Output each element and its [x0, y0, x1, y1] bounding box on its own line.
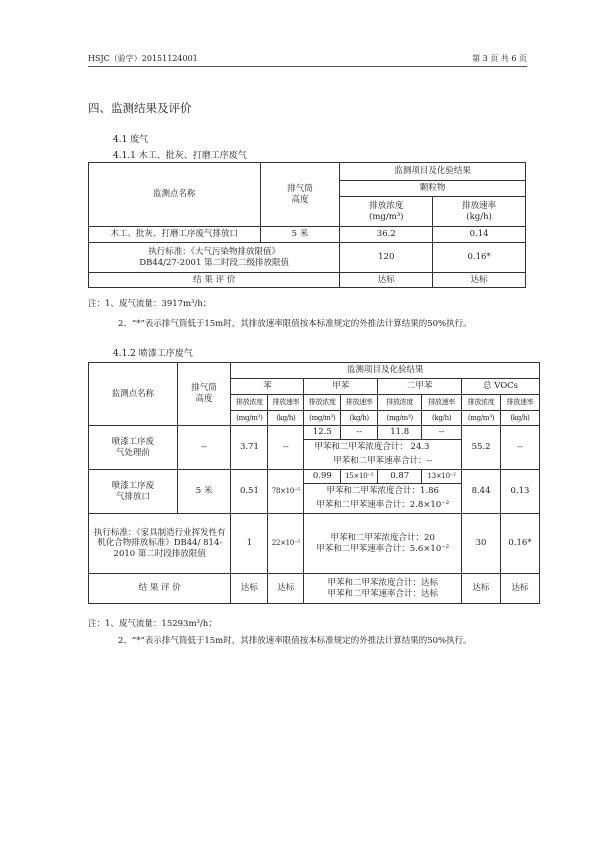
col-header-particulate: 颗粒物: [340, 181, 526, 197]
table-sanding-exhaust: [88, 162, 526, 288]
cell-sum-rate: 甲苯和二甲苯速率合计：2.8×10⁻²: [304, 499, 462, 514]
cell-toluene-conc: 12.5: [304, 426, 341, 440]
col-header-toluene: 甲苯: [304, 379, 378, 395]
doc-id: HSJC（验字）20151124001: [88, 54, 198, 63]
cell-benzene-rate: 78×10⁻⁵: [268, 470, 304, 514]
cell-benzene-conc: 0.51: [231, 470, 268, 514]
section-title: 四、监测结果及评价: [88, 101, 192, 115]
cell-height: 5 米: [260, 227, 340, 243]
cell-rate: 达标: [433, 273, 526, 288]
cell-height: --: [177, 426, 231, 470]
col-header-point: 监测点名称: [89, 363, 178, 426]
col-header-items: 监测项目及化验结果: [340, 163, 526, 181]
cell-conc: 120: [340, 243, 433, 273]
cell-vocs-rate: --: [501, 426, 540, 470]
col-header-conc: 排放浓度: [231, 395, 268, 411]
cell-point: 喷漆工序废 气排放口: [89, 470, 178, 514]
unit-conc: (mg/m³): [378, 411, 422, 426]
cell-vocs-rate: 0.13: [501, 470, 540, 514]
cell-xylene-conc: 11.8: [378, 426, 422, 440]
table-row: [89, 243, 526, 273]
header-divider: [88, 66, 527, 67]
cell-rate: 0.14: [433, 227, 526, 243]
sum-conc: 甲苯和二甲苯浓度合计：达标: [327, 577, 438, 588]
col-header-height: 排气筒 高度: [260, 163, 340, 227]
cell-standard: 执行标准：《家具制造行业挥发性有机化合物排放标准》DB44/ 814-2010 第二时段排放限值: [89, 514, 231, 574]
conc-label: 排放浓度: [369, 200, 404, 211]
cell-standard: [89, 243, 340, 273]
page-number: 第 3 页 共 6 页: [472, 54, 527, 63]
col-header-conc: 排放浓度: [304, 395, 341, 411]
rate-label: 排放速率: [462, 200, 497, 211]
col-header-rate: 排放速率: [501, 395, 540, 411]
note-star: 2、“*”表示排气筒低于15m时，其排放速率限值按本标准规定的外推法计算结果的50%执行。: [118, 636, 472, 646]
col-header-conc: [340, 197, 433, 227]
col-header-rate: [433, 197, 526, 227]
col-header-xylene: 二甲苯: [378, 379, 462, 395]
cell-sum-conc: 甲苯和二甲苯浓度合计： 24.3: [304, 440, 462, 455]
cell-vocs-rate: 0.16*: [501, 514, 540, 574]
cell-point: 喷漆工序废 气处理前: [89, 426, 178, 470]
col-header-conc: 排放浓度: [378, 395, 422, 411]
sum-rate: 甲苯和二甲苯速率合计：达标: [327, 588, 438, 599]
sum-conc: 甲苯和二甲苯浓度合计：20: [330, 532, 435, 543]
cell-sum: [304, 574, 462, 604]
subsection-title: 4.1.1 木工、批灰、打磨工序废气: [113, 151, 247, 161]
col-header-rate: 排放速率: [341, 395, 378, 411]
cell-benzene-rate: 22×10⁻²: [268, 514, 304, 574]
subsection-title: 4.1.2 喷漆工序废气: [113, 349, 193, 359]
col-header-height: 排气筒 高度: [177, 363, 231, 426]
unit-rate: (kg/h): [341, 411, 378, 426]
col-header-items: 监测项目及化验结果: [231, 363, 540, 379]
conc-unit: (mg/m³): [369, 211, 404, 222]
cell-evaluation: 结 果 评 价: [89, 273, 340, 288]
unit-conc: (mg/m³): [462, 411, 501, 426]
cell-conc: 36.2: [340, 227, 433, 243]
table-row: [89, 514, 540, 574]
table-spray-exhaust: [88, 362, 540, 604]
cell-rate: 0.16*: [433, 243, 526, 273]
cell-benzene-rate: 达标: [268, 574, 304, 604]
cell-vocs-conc: 30: [462, 514, 501, 574]
cell-xylene-conc: 0.87: [378, 470, 422, 484]
table-row: [89, 574, 540, 604]
unit-rate: (kg/h): [268, 411, 304, 426]
unit-rate: (kg/h): [422, 411, 462, 426]
col-header-rate: 排放速率: [422, 395, 462, 411]
unit-conc: (mg/m³): [231, 411, 268, 426]
unit-conc: (mg/m³): [304, 411, 341, 426]
col-header-vocs: 总 VOCs: [462, 379, 540, 395]
table-row: [89, 426, 540, 440]
cell-sum: [304, 514, 462, 574]
subsection-title: 4.1 废气: [113, 135, 149, 145]
cell-vocs-conc: 55.2: [462, 426, 501, 470]
cell-evaluation: 结 果 评 价: [89, 574, 231, 604]
cell-sum-conc: 甲苯和二甲苯浓度合计：1.86: [304, 484, 462, 499]
cell-benzene-conc: 达标: [231, 574, 268, 604]
cell-benzene-conc: 3.71: [231, 426, 268, 470]
cell-toluene-rate: --: [341, 426, 378, 440]
cell-xylene-rate: 13×10⁻²: [422, 470, 462, 484]
note-flow: 注：1、废气流量：15293m³/h；: [88, 619, 217, 629]
cell-height: 5 米: [177, 470, 231, 514]
col-header-conc: 排放浓度: [462, 395, 501, 411]
cell-conc: 达标: [340, 273, 433, 288]
note-flow: 注：1、废气流量：3917m³/h；: [88, 299, 212, 309]
rate-unit: (kg/h): [466, 211, 492, 222]
cell-sum-rate: 甲苯和二甲苯速率合计：--: [304, 455, 462, 470]
sum-rate: 甲苯和二甲苯速率合计：5.6×10⁻²: [316, 543, 450, 554]
table-row: [89, 227, 526, 243]
cell-benzene-conc: 1: [231, 514, 268, 574]
standard-line: DB44/27-2001 第二时段二级排放限值: [139, 257, 290, 268]
col-header-point: 监测点名称: [89, 163, 261, 227]
note-star: 2、“*”表示排气筒低于15m时，其排放速率限值按本标准规定的外推法计算结果的50%执行。: [118, 319, 472, 329]
unit-rate: (kg/h): [501, 411, 540, 426]
standard-line: 执行标准：《大气污染物排放限值》: [148, 246, 281, 257]
table-row: [89, 470, 540, 484]
cell-vocs-conc: 8.44: [462, 470, 501, 514]
col-header-rate: 排放速率: [268, 395, 304, 411]
col-header-benzene: 苯: [231, 379, 304, 395]
cell-toluene-conc: 0.99: [304, 470, 341, 484]
cell-vocs-rate: 达标: [501, 574, 540, 604]
cell-benzene-rate: --: [268, 426, 304, 470]
cell-vocs-conc: 达标: [462, 574, 501, 604]
cell-point: 木工、批灰、打磨工序废气排放口: [89, 227, 261, 243]
cell-toluene-rate: 15×10⁻²: [341, 470, 378, 484]
table-row: [89, 273, 526, 288]
cell-xylene-rate: --: [422, 426, 462, 440]
